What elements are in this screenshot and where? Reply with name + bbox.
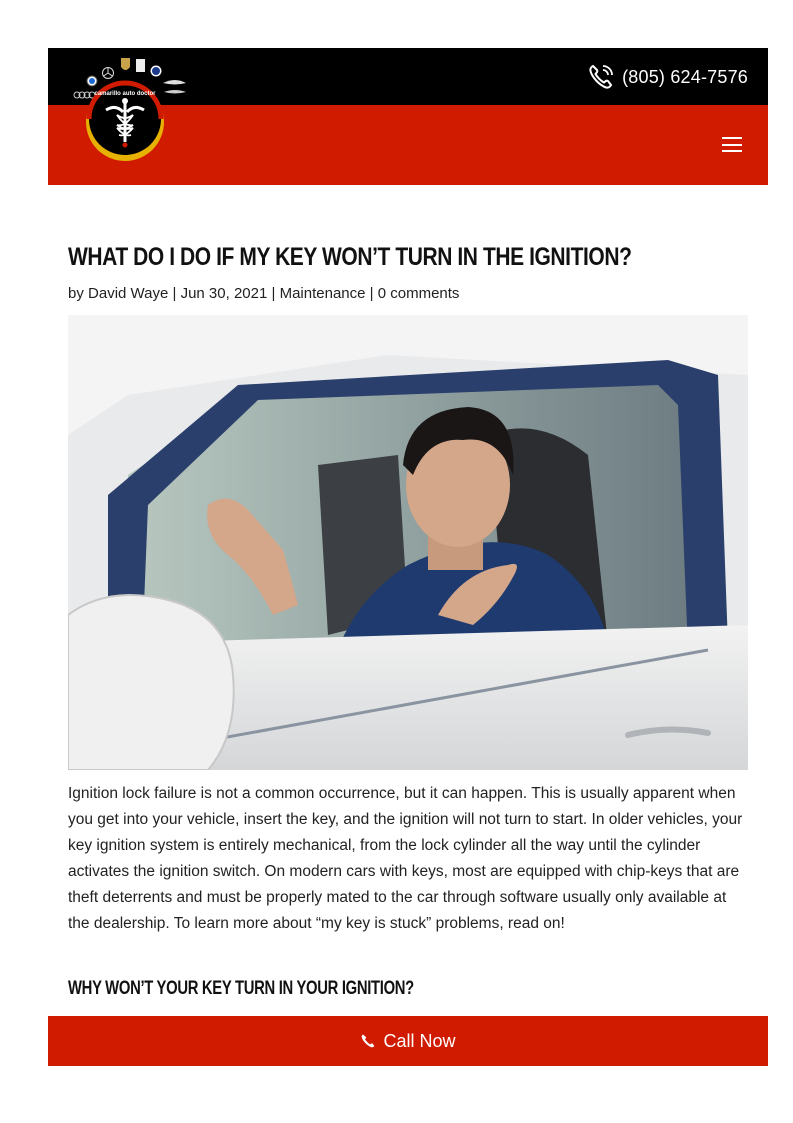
article-header <box>68 238 748 304</box>
article-body: Ignition lock failure is not a common occurrence, but it can happen. This is usually apparent when you get into your vehicle, insert the key, and the ignition will not turn to start. In older vehicles, your key ignition system is entirely mechanical, from the lock cylinder all the way until the cylinder activates the ignition switch. On modern cars with keys, most are equipped with chip-keys that are theft deterrents and must be properly mated to the car through software usually only available at the dealership. To learn more about “my key is stuck” problems, read on! <box>68 785 743 932</box>
meta-separator: | <box>271 285 276 302</box>
page-title: WHAT DO I DO IF MY KEY WON’T TURN IN THE IGNITION? <box>68 243 632 271</box>
meta-separator: | <box>172 285 177 302</box>
phone-number[interactable]: (805) 624-7576 <box>622 66 748 87</box>
category-link[interactable]: Maintenance <box>279 285 366 302</box>
phone-icon <box>586 62 616 92</box>
hamburger-menu-icon[interactable] <box>722 137 742 152</box>
svg-text:camarillo auto doctor: camarillo auto doctor <box>94 91 156 97</box>
author-link[interactable]: David Waye <box>88 285 169 302</box>
post-date: Jun 30, 2021 <box>180 285 268 302</box>
section-heading: WHY WON’T YOUR KEY TURN IN YOUR IGNITION? <box>68 978 414 999</box>
comments-link[interactable]: 0 comments <box>377 285 460 302</box>
call-now-label: Call Now <box>383 1030 456 1051</box>
meta-separator: | <box>369 285 374 302</box>
hero-image <box>68 315 748 770</box>
post-meta <box>68 284 748 304</box>
phone-icon <box>360 1033 376 1049</box>
header-phone-link[interactable] <box>586 62 748 92</box>
meta-by: by <box>68 285 84 302</box>
call-now-button[interactable] <box>48 1016 768 1066</box>
site-logo[interactable] <box>72 55 188 163</box>
